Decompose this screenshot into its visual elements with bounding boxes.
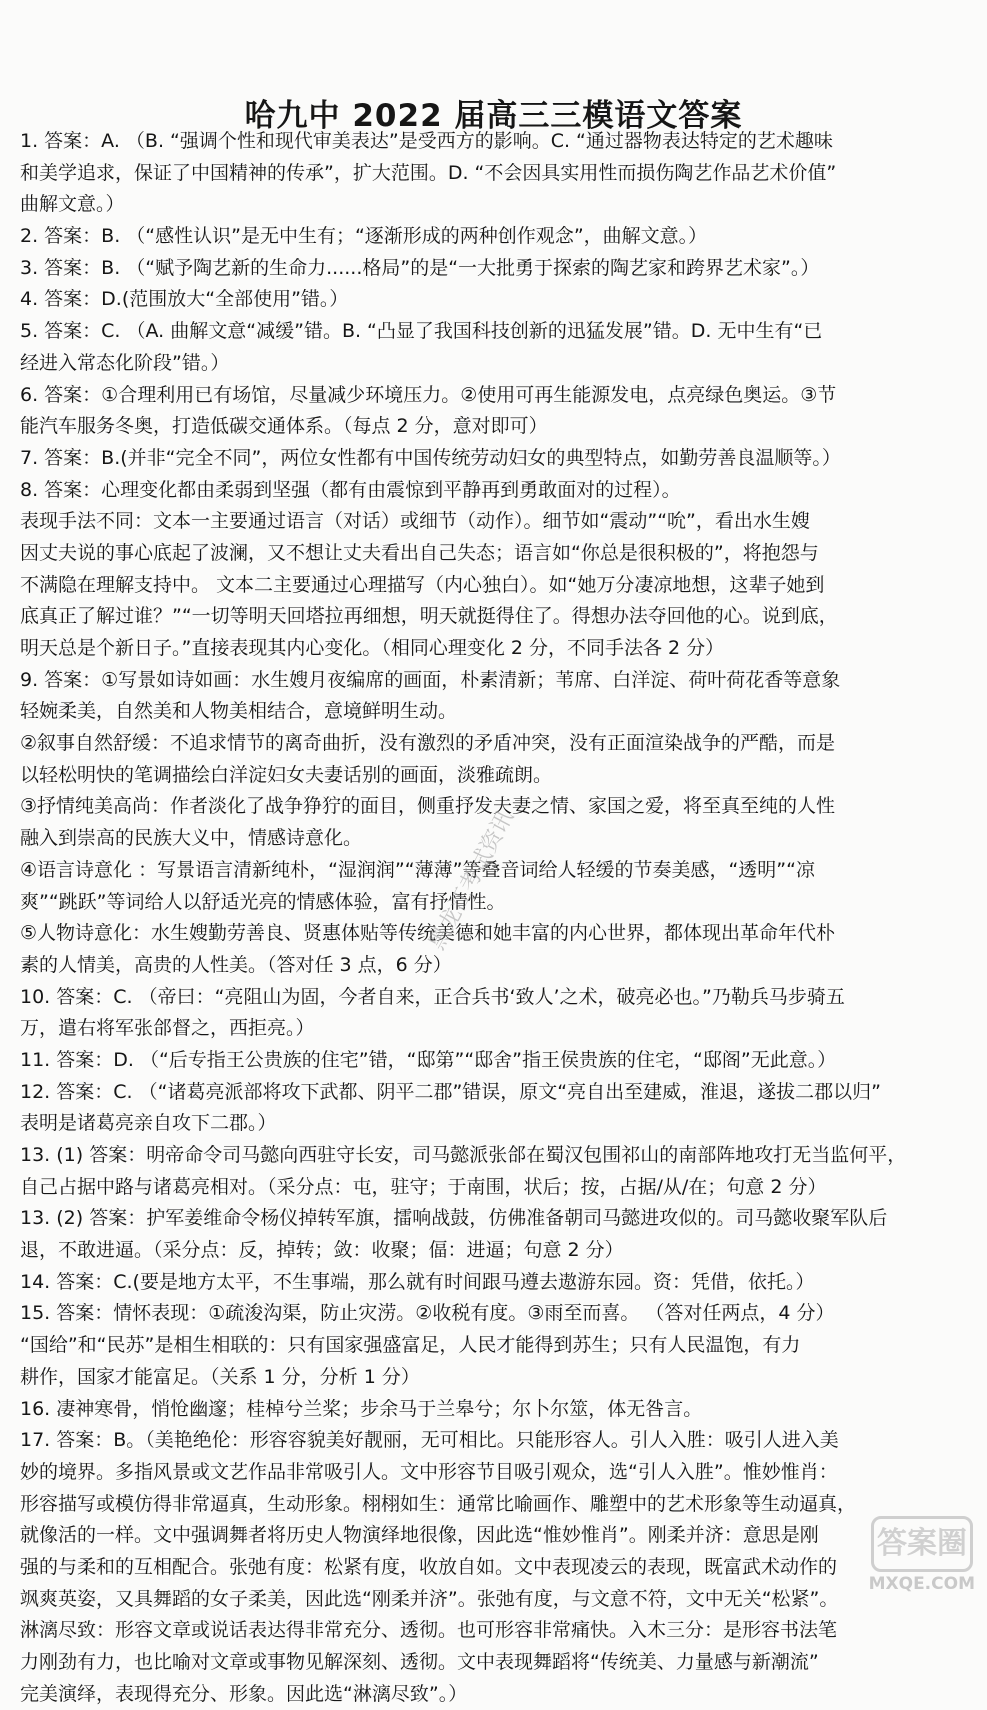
text-line: 明天总是个新日子。”直接表现其内心变化。（相同心理变化 2 分，不同手法各 2 分） [20, 637, 725, 659]
text-line: 自己占据中路与诸葛亮相对。（采分点：屯，驻守；于南围，状后；按，占据/从/在；句意 2 分） [20, 1175, 827, 1198]
text-line: 素的人情美，高贵的人性美。（答对任 3 点，6 分） [20, 953, 452, 976]
text-line: 底真正了解过谁？”“一切等明天回塔拉再细想，明天就挺得住了。得想办法夺回他的心。说到底， [20, 605, 838, 628]
text-line: 完美演绎，表现得充分、形象。因此选“淋漓尽致”。） [20, 1682, 468, 1705]
text-line: 经进入常态化阶段”错。） [20, 351, 230, 374]
text-line: 9. 答案：①写景如诗如画：水生嫂月夜编席的画面，朴素清新；苇席、白洋淀、荷叶荷花香等意象 [20, 668, 841, 691]
watermark-text: 黑龙江考试资讯 [424, 806, 519, 955]
text-line: 强的与柔和的互相配合。张弛有度：松紧有度，收放自如。文中表现凌云的表现，既富武术动作的 [20, 1555, 838, 1578]
text-line: ④语言诗意化 ：写景语言清新纯朴，“湿润润”“薄薄”等叠音词给人轻缓的节奏美感，“透明”“凉 [20, 858, 815, 881]
text-line: 和美学追求，保证了中国精神的传承”，扩大范围。D. “不会因具实用性而损伤陶艺作品艺术价值” [20, 161, 837, 184]
text-line: ②叙事自然舒缓：不追求情节的离奇曲折，没有激烈的矛盾冲突，没有正面渲染战争的严酷，而是 [20, 732, 836, 755]
text-line: 形容描写或模仿得非常逼真，生动形象。栩栩如生：通常比喻画作、雕塑中的艺术形象等生动逼真， [20, 1492, 857, 1515]
logo-badge: 答案圈 [871, 1516, 973, 1572]
text-line: 4. 答案：D.(范围放大“全部使用”错。） [20, 288, 349, 311]
text-line: 13. (2) 答案：护军姜维命令杨仪掉转军旗，擂响战鼓，仿佛准备朝司马懿进攻似的。司马懿收聚军队后 [20, 1207, 888, 1230]
text-line: 11. 答案：D. （“后专指王公贵族的住宅”错，“邸第”“邸舍”指王侯贵族的住宅，“邸阁”无此意。） [20, 1048, 837, 1071]
text-line: ③抒情纯美高尚：作者淡化了战争狰狞的面目，侧重抒发夫妻之情、家国之爱，将至真至纯的人性 [20, 795, 836, 818]
text-line: 爽”“跳跃”等词给人以舒适光亮的情感体验，富有抒情性。 [20, 890, 506, 913]
site-logo [861, 1516, 979, 1594]
text-line: “国给”和“民苏”是相生相联的：只有国家强盛富足，人民才能得到苏生；只有人民温饱，有力 [20, 1334, 801, 1357]
text-line: 就像活的一样。文中强调舞者将历史人物演绎地很像，因此选“惟妙惟肖”。刚柔并济：意思是刚 [20, 1524, 819, 1547]
text-line: 表明是诸葛亮亲自攻下二郡。） [20, 1112, 277, 1135]
text-line: 淋漓尽致：形容文章或说话表达得非常充分、透彻。也可形容非常痛快。入木三分：是形容书法笔 [20, 1619, 838, 1642]
text-line: 融入到崇高的民族大义中，情感诗意化。 [20, 827, 363, 850]
text-line: 力刚劲有力，也比喻对文章或事物见解深刻、透彻。文中表现舞蹈将“传统美、力量感与新潮流” [20, 1651, 819, 1673]
text-line: ⑤人物诗意化：水生嫂勤劳善良、贤惠体贴等传统美德和她丰富的内心世界，都体现出革命年代朴 [20, 922, 836, 945]
text-line: 17. 答案：B。（美艳绝伦：形容容貌美好靓丽，无可相比。只能形容人。引人入胜：吸引人进入美 [20, 1429, 839, 1452]
text-line: 耕作，国家才能富足。（关系 1 分，分析 1 分） [20, 1365, 420, 1388]
text-line: 6. 答案：①合理利用已有场馆，尽量减少环境压力。②使用可再生能源发电，点亮绿色奥运。③节 [20, 383, 837, 406]
text-line: 13. (1) 答案：明帝命令司马懿向西驻守长安，司马懿派张郃在蜀汉包围祁山的南部阵地攻打无当监何平， [20, 1144, 907, 1166]
text-line: 16. 凄神寒骨，悄怆幽邃；桂棹兮兰桨；步余马于兰皋兮；尔卜尔筮，体无咎言。 [20, 1397, 703, 1420]
text-line: 12. 答案：C. （“诸葛亮派部将攻下武都、阴平二郡”错误，原文“亮自出至建威，淮退，遂拔二郡以归” [20, 1080, 881, 1103]
text-line: 3. 答案：B. （“赋予陶艺新的生命力......格局”的是“一大批勇于探索的陶艺家和跨界艺术家”。） [20, 256, 820, 279]
answer-body [20, 126, 964, 1710]
text-line: 妙的境界。多指风景或文艺作品非常吸引人。文中形容节目吸引观众，选“引人入胜”。惟妙惟肖： [20, 1460, 838, 1483]
text-line: 退，不敢进逼。（采分点：反，掉转；敛：收聚；偪：进逼；句意 2 分） [20, 1239, 624, 1262]
text-line: 曲解文意。） [20, 193, 125, 216]
text-line: 2. 答案：B. （“感性认识”是无中生有；“逐渐形成的两种创作观念”，曲解文意。） [20, 225, 708, 248]
text-line: 轻婉柔美，自然美和人物美相结合，意境鲜明生动。 [20, 700, 458, 723]
text-line: 14. 答案：C.(要是地方太平，不生事端，那么就有时间跟马遵去遨游东园。资：凭借，依托。） [20, 1270, 815, 1293]
text-line: 飒爽英姿，又具舞蹈的女子柔美，因此选“刚柔并济”。张弛有度，与文意不符，文中无关“松紧”。 [20, 1587, 839, 1610]
text-line: 以轻松明快的笔调描绘白洋淀妇女夫妻话别的画面，淡雅疏朗。 [20, 763, 553, 786]
text-line: 15. 答案：情怀表现：①疏浚沟渠，防止灾涝。②收税有度。③雨至而喜。 （答对任两点，4 分） [20, 1302, 835, 1325]
text-line: 5. 答案：C. （A. 曲解文意“减缓”错。B. “凸显了我国科技创新的迅猛发展”错。D. 无中生有“已 [20, 320, 823, 343]
text-line: 能汽车服务冬奥，打造低碳交通体系。（每点 2 分，意对即可） [20, 415, 548, 438]
text-line: 表现手法不同：文本一主要通过语言（对话）或细节（动作）。细节如“震动”“吮”，看出水生嫂 [20, 510, 810, 533]
text-line: 因丈夫说的事心底起了波澜，又不想让丈夫看出自己失态；语言如“你总是很积极的”，将抱怨与 [20, 541, 819, 564]
text-line: 7. 答案：B.(并非“完全不同”，两位女性都有中国传统劳动妇女的典型特点，如勤劳善良温顺等。） [20, 446, 841, 469]
text-line: 10. 答案：C. （帝曰：“亮阻山为固，今者自来，正合兵书‘致人’之术，破亮必也。”乃勒兵马步骑五 [20, 985, 845, 1008]
text-line: 1. 答案：A. （B. “强调个性和现代审美表达”是受西方的影响。C. “通过器物表达特定的艺术趣味 [20, 130, 833, 152]
document-title: 哈九中 2022 届高三三模语文答案 [244, 98, 743, 134]
text-line: 不满隐在理解支持中。 文本二主要通过心理描写（内心独白）。如“她万分凄凉地想，这辈子她到 [20, 573, 825, 596]
text-line: 8. 答案：心理变化都由柔弱到坚强（都有由震惊到平静再到勇敢面对的过程）。 [20, 478, 681, 501]
text-line: 万，遣右将军张郃督之，西拒亮。） [20, 1017, 315, 1040]
logo-site-text: MXQE.COM [868, 1574, 975, 1594]
